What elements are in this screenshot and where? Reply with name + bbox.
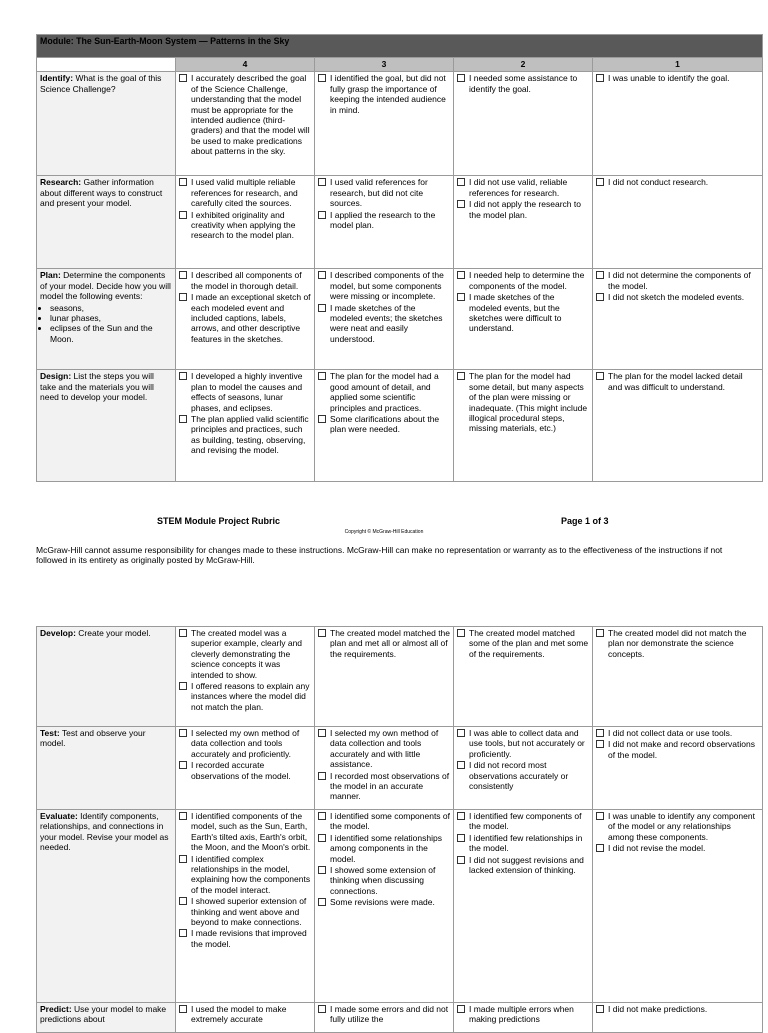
footer-title: STEM Module Project Rubric bbox=[157, 516, 281, 526]
score-cell bbox=[176, 627, 315, 727]
criterion-text: Test and observe your model. bbox=[40, 728, 146, 749]
checklist-item-text: I did not make and record observations of the model. bbox=[608, 739, 755, 760]
checklist-item-text: I needed some assistance to identify the goal. bbox=[469, 73, 578, 94]
checklist-item bbox=[596, 73, 759, 83]
checkbox[interactable] bbox=[179, 293, 187, 301]
checkbox[interactable] bbox=[596, 178, 604, 186]
rubric-row bbox=[37, 727, 763, 810]
checklist-item-text: I did not determine the components of the model. bbox=[608, 270, 751, 291]
criterion-label: Test: bbox=[40, 728, 60, 738]
checklist-item bbox=[179, 628, 311, 680]
checkbox[interactable] bbox=[318, 372, 326, 380]
checklist-item-text: The created model did not match the plan nor demonstrate the science concepts. bbox=[608, 628, 747, 659]
checklist-item-text: The plan for the model had a good amount of detail, and applied some scientific principles and practices. bbox=[330, 371, 439, 413]
checklist-item-text: I recorded accurate observations of the model. bbox=[191, 760, 291, 781]
checklist-item-text: I identified some components of the model. bbox=[330, 811, 451, 832]
score-cell bbox=[454, 72, 593, 176]
checklist-item-text: I did not apply the research to the model plan. bbox=[469, 199, 581, 220]
checkbox[interactable] bbox=[318, 812, 326, 820]
checklist-item-text: I developed a highly inventive plan to model the causes and effects of seasons, lunar phases, and eclipses. bbox=[191, 371, 303, 413]
checkbox[interactable] bbox=[179, 178, 187, 186]
checkbox[interactable] bbox=[457, 372, 465, 380]
score-cell bbox=[315, 627, 454, 727]
checklist-item-text: I used valid multiple reliable references for research, and carefully cited the sources. bbox=[191, 177, 298, 209]
checklist-item bbox=[318, 210, 450, 231]
score-cell bbox=[315, 1003, 454, 1033]
checklist-item bbox=[179, 760, 311, 781]
checkbox[interactable] bbox=[318, 629, 326, 637]
checklist-item-text: I made sketches of the modeled events, but the sketches were difficult to understand. bbox=[469, 292, 562, 334]
checklist-item bbox=[179, 928, 311, 949]
checklist-item-text: I needed help to determine the components of the model. bbox=[469, 270, 585, 291]
checklist-item-text: The plan for the model had some detail, but many aspects of the plan were missing or inadequate. (This might include illogical procedural steps, missing materials, etc.) bbox=[469, 371, 588, 434]
rubric-table-page-2 bbox=[36, 626, 763, 1033]
checklist-item-text: Some revisions were made. bbox=[330, 897, 435, 908]
checklist-item bbox=[318, 897, 450, 907]
checklist-item-text: I identified the goal, but did not fully grasp the importance of keeping the intended audience in mind. bbox=[330, 73, 446, 115]
checkbox[interactable] bbox=[318, 866, 326, 874]
score-cell bbox=[454, 810, 593, 1003]
checklist-item bbox=[179, 292, 311, 344]
checkbox[interactable] bbox=[318, 304, 326, 312]
score-cell bbox=[593, 1003, 763, 1033]
score-cell bbox=[454, 370, 593, 482]
score-header-2: 2 bbox=[454, 58, 593, 72]
score-cell bbox=[593, 727, 763, 810]
checklist-item bbox=[179, 1004, 311, 1025]
checkbox[interactable] bbox=[179, 897, 187, 905]
event-list-item: • lunar phases, bbox=[50, 313, 172, 323]
checkbox[interactable] bbox=[457, 761, 465, 769]
criterion-text: Determine the components of your model. Decide how you will model the following events: bbox=[40, 270, 171, 302]
checklist-item-text: I showed some extension of thinking when discussing connections. bbox=[330, 865, 436, 896]
checkbox[interactable] bbox=[318, 729, 326, 737]
checklist-item bbox=[457, 855, 589, 876]
checklist-item-text: Some clarifications about the plan were needed. bbox=[330, 414, 440, 435]
checklist-item-text: I recorded most observations of the model in an accurate manner. bbox=[330, 770, 450, 802]
checkbox[interactable] bbox=[179, 1005, 187, 1013]
checkbox[interactable] bbox=[179, 415, 187, 423]
checklist-item bbox=[318, 811, 450, 832]
checklist-item-text: The plan applied valid scientific principles and practices, such as building, testing, observing, and revising the model. bbox=[191, 414, 309, 456]
event-list-item: • eclipses of the Sun and the Moon. bbox=[50, 323, 172, 344]
score-header-blank bbox=[37, 58, 176, 72]
checklist-item-text: The created model matched the plan and met all or almost all of the requirements. bbox=[330, 628, 451, 659]
checkbox[interactable] bbox=[457, 629, 465, 637]
score-cell bbox=[593, 370, 763, 482]
checklist-item-text: I described all components of the model in thorough detail. bbox=[191, 270, 302, 291]
module-banner bbox=[37, 35, 763, 58]
score-cell bbox=[454, 269, 593, 370]
checklist-item bbox=[596, 371, 759, 392]
checklist-item-text: I was able to collect data and use tools, but not accurately or proficiently. bbox=[469, 728, 585, 759]
criterion-label: Evaluate: bbox=[40, 811, 78, 821]
page-number: Page 1 of 3 bbox=[561, 516, 609, 526]
score-cell bbox=[315, 727, 454, 810]
checklist-item-text: I used valid references for research, but did not cite sources. bbox=[330, 177, 428, 209]
checklist-item bbox=[596, 739, 759, 760]
checklist-item bbox=[318, 833, 450, 864]
checklist-item bbox=[457, 73, 589, 94]
score-cell bbox=[454, 727, 593, 810]
checkbox[interactable] bbox=[596, 629, 604, 637]
score-cell bbox=[593, 72, 763, 176]
checkbox[interactable] bbox=[596, 372, 604, 380]
checkbox[interactable] bbox=[179, 729, 187, 737]
criterion-label: Plan: bbox=[40, 270, 61, 281]
checkbox[interactable] bbox=[179, 372, 187, 380]
checklist-item bbox=[318, 1004, 450, 1025]
checkbox[interactable] bbox=[318, 834, 326, 842]
score-cell bbox=[454, 627, 593, 727]
checklist-item bbox=[179, 896, 311, 927]
score-cell bbox=[176, 269, 315, 370]
criterion-cell bbox=[37, 72, 176, 176]
checklist-item bbox=[179, 811, 311, 853]
criterion-label: Predict: bbox=[40, 1004, 72, 1014]
criterion-label: Design: bbox=[40, 371, 72, 382]
checklist-item-text: I made multiple errors when making predictions bbox=[469, 1004, 574, 1025]
checkbox[interactable] bbox=[318, 772, 326, 780]
checklist-item bbox=[596, 628, 759, 659]
checklist-item bbox=[457, 270, 589, 291]
score-cell bbox=[176, 176, 315, 269]
checkbox[interactable] bbox=[457, 1005, 465, 1013]
criterion-cell bbox=[37, 370, 176, 482]
criterion-cell bbox=[37, 627, 176, 727]
checklist-item bbox=[179, 371, 311, 413]
criterion-cell bbox=[37, 727, 176, 810]
checkbox[interactable] bbox=[318, 178, 326, 186]
criterion-text: List the steps you will take and the materials you will need to develop your model. bbox=[40, 371, 154, 403]
checklist-item-text: I identified few components of the model. bbox=[469, 811, 582, 832]
checklist-item bbox=[318, 270, 450, 301]
score-cell bbox=[593, 269, 763, 370]
checklist-item-text: I did not revise the model. bbox=[608, 843, 706, 854]
checkbox[interactable] bbox=[318, 1005, 326, 1013]
score-header-3: 3 bbox=[315, 58, 454, 72]
event-list bbox=[40, 303, 172, 345]
criterion-cell bbox=[37, 1003, 176, 1033]
checklist-item bbox=[179, 854, 311, 896]
score-cell bbox=[593, 810, 763, 1003]
checklist-item bbox=[457, 833, 589, 854]
checklist-item-text: I showed superior extension of thinking and went above and beyond to make connections. bbox=[191, 896, 307, 928]
checkbox[interactable] bbox=[457, 834, 465, 842]
checklist-item-text: I did not collect data or use tools. bbox=[608, 728, 733, 738]
checkbox[interactable] bbox=[596, 271, 604, 279]
checkbox[interactable] bbox=[596, 844, 604, 852]
checklist-item bbox=[596, 728, 759, 738]
checklist-item bbox=[457, 728, 589, 759]
score-header-1: 1 bbox=[593, 58, 763, 72]
score-cell bbox=[315, 72, 454, 176]
checkbox[interactable] bbox=[179, 271, 187, 279]
checklist-item bbox=[179, 73, 311, 156]
checklist-item-text: I was unable to identify any component of the model or any relationships among these components. bbox=[608, 811, 755, 842]
rubric-row bbox=[37, 269, 763, 370]
checklist-item bbox=[457, 1004, 589, 1025]
score-cell bbox=[315, 370, 454, 482]
checkbox[interactable] bbox=[457, 729, 465, 737]
criterion-text: Use your model to make predictions about bbox=[40, 1004, 167, 1025]
rubric-row bbox=[37, 1003, 763, 1033]
checkbox[interactable] bbox=[596, 812, 604, 820]
checklist-item bbox=[179, 414, 311, 456]
score-header-4: 4 bbox=[176, 58, 315, 72]
score-cell bbox=[176, 727, 315, 810]
checklist-item-text: I made sketches of the modeled events; the sketches were neat and easily understood. bbox=[330, 302, 443, 344]
criterion-label: Identify: bbox=[40, 73, 74, 84]
checklist-item bbox=[596, 270, 759, 291]
score-header-row bbox=[37, 58, 763, 72]
checklist-item bbox=[596, 292, 759, 302]
checkbox[interactable] bbox=[457, 200, 465, 208]
checklist-item-text: I was unable to identify the goal. bbox=[608, 73, 730, 84]
checklist-item bbox=[318, 371, 450, 413]
score-cell bbox=[593, 627, 763, 727]
checklist-item bbox=[457, 628, 589, 659]
checklist-item bbox=[179, 681, 311, 712]
checklist-item-text: I made revisions that improved the model. bbox=[191, 928, 307, 949]
checklist-item bbox=[457, 371, 589, 433]
checklist-item bbox=[318, 177, 450, 208]
checklist-item bbox=[457, 760, 589, 791]
score-cell bbox=[593, 176, 763, 269]
criterion-cell bbox=[37, 810, 176, 1003]
criterion-label: Research: bbox=[40, 177, 82, 188]
criterion-text: Gather information about different ways to construct and present your model. bbox=[40, 177, 163, 209]
checkbox[interactable] bbox=[596, 740, 604, 748]
checklist-item-text: I selected my own method of data collection and tools accurately and with little assistance. bbox=[330, 728, 439, 770]
rubric-row bbox=[37, 810, 763, 1003]
checkbox[interactable] bbox=[457, 74, 465, 82]
checkbox[interactable] bbox=[179, 74, 187, 82]
checkbox[interactable] bbox=[596, 729, 604, 737]
score-cell bbox=[454, 176, 593, 269]
checkbox[interactable] bbox=[318, 415, 326, 423]
checklist-item-text: I applied the research to the model plan. bbox=[330, 209, 436, 231]
checklist-item-text: The plan for the model lacked detail and was difficult to understand. bbox=[608, 371, 743, 392]
criterion-cell bbox=[37, 269, 176, 370]
checklist-item bbox=[596, 811, 759, 842]
rubric-row bbox=[37, 72, 763, 176]
module-title: Module: The Sun-Earth-Moon System — Patterns in the Sky bbox=[37, 35, 763, 58]
checklist-item bbox=[318, 865, 450, 896]
checklist-item-text: I offered reasons to explain any instances where the model did not match the plan. bbox=[191, 681, 310, 712]
checklist-item-text: I did not suggest revisions and lacked extension of thinking. bbox=[469, 854, 584, 876]
checklist-item bbox=[179, 270, 311, 291]
checklist-item-text: I made an exceptional sketch of each modeled event and included captions, labels, arrows, and other descriptive features in the sketches. bbox=[191, 292, 311, 344]
checkbox[interactable] bbox=[318, 211, 326, 219]
checkbox[interactable] bbox=[457, 293, 465, 301]
checklist-item-text: I did not use valid, reliable references for research. bbox=[469, 177, 568, 198]
checklist-item bbox=[318, 73, 450, 115]
checkbox[interactable] bbox=[179, 929, 187, 937]
score-cell bbox=[176, 370, 315, 482]
checklist-item bbox=[318, 628, 450, 659]
checklist-item bbox=[596, 177, 759, 187]
checklist-item-text: I did not make predictions. bbox=[608, 1004, 708, 1014]
checklist-item bbox=[318, 728, 450, 770]
checklist-item-text: I made some errors and did not fully utilize the bbox=[330, 1004, 449, 1025]
criterion-cell bbox=[37, 176, 176, 269]
checkbox[interactable] bbox=[457, 812, 465, 820]
checklist-item bbox=[596, 1004, 759, 1014]
checkbox[interactable] bbox=[179, 211, 187, 219]
checklist-item-text: The created model was a superior example, clearly and cleverly demonstrating the science concepts it was intended to show. bbox=[191, 628, 303, 680]
checklist-item bbox=[457, 811, 589, 832]
score-cell bbox=[454, 1003, 593, 1033]
checkbox[interactable] bbox=[596, 1005, 604, 1013]
checklist-item bbox=[318, 303, 450, 345]
checklist-item-text: I did not record most observations accurately or consistently bbox=[469, 760, 569, 792]
rubric-row bbox=[37, 370, 763, 482]
checklist-item-text: I did not sketch the modeled events. bbox=[608, 292, 745, 303]
checklist-item-text: I accurately described the goal of the Science Challenge, understanding that the model must be appropriate for the intended audience (third-graders) and that the model will be used to make predications about patterns in the sky. bbox=[191, 73, 310, 157]
checklist-item-text: I identified components of the model, such as the Sun, Earth, Earth's tilted axis, Earth's orbit, the Moon, and the Moon's orbit. bbox=[191, 811, 311, 853]
checklist-item bbox=[179, 728, 311, 759]
checkbox[interactable] bbox=[179, 761, 187, 769]
checkbox[interactable] bbox=[457, 856, 465, 864]
checkbox[interactable] bbox=[179, 855, 187, 863]
criterion-label: Develop: bbox=[40, 628, 76, 638]
checklist-item-text: I used the model to make extremely accurate bbox=[191, 1004, 287, 1025]
checklist-item bbox=[179, 177, 311, 208]
checklist-item-text: I exhibited originality and creativity when applying the research to the model plan. bbox=[191, 209, 296, 241]
criterion-text: What is the goal of this Science Challenge? bbox=[40, 73, 162, 94]
criterion-text: Create your model. bbox=[78, 628, 151, 638]
checkbox[interactable] bbox=[457, 271, 465, 279]
checkbox[interactable] bbox=[179, 629, 187, 637]
checklist-item-text: I selected my own method of data collection and tools accurately and proficiently. bbox=[191, 728, 300, 759]
score-cell bbox=[176, 810, 315, 1003]
checklist-item bbox=[596, 843, 759, 853]
checkbox[interactable] bbox=[596, 293, 604, 301]
checklist-item bbox=[457, 199, 589, 220]
checklist-item bbox=[318, 771, 450, 802]
checklist-item bbox=[318, 414, 450, 435]
checklist-item-text: I identified few relationships in the model. bbox=[469, 832, 583, 854]
checklist-item-text: I described components of the model, but some components were missing or incomplete. bbox=[330, 270, 444, 302]
score-cell bbox=[315, 176, 454, 269]
checklist-item bbox=[457, 177, 589, 198]
score-cell bbox=[176, 72, 315, 176]
checklist-item bbox=[179, 210, 311, 241]
checklist-item-text: I did not conduct research. bbox=[608, 177, 709, 188]
rubric-row bbox=[37, 176, 763, 269]
score-cell bbox=[315, 810, 454, 1003]
rubric-table-page-1 bbox=[36, 34, 763, 482]
rubric-row bbox=[37, 627, 763, 727]
disclaimer-text: McGraw-Hill cannot assume responsibility for changes made to these instructions. McGraw-Hill can make no representation or warranty as to the effectiveness of the instructions if not followed in its entirety as originally posted by McGraw-Hill. bbox=[36, 545, 723, 565]
event-list-item: • seasons, bbox=[50, 303, 172, 313]
checklist-item-text: I identified some relationships among components in the model. bbox=[330, 832, 442, 864]
checklist-item-text: The created model matched some of the plan and met some of the requirements. bbox=[469, 628, 589, 659]
checklist-item-text: I identified complex relationships in the model, explaining how the components of the model interact. bbox=[191, 853, 311, 895]
criterion-text: Identify components, relationships, and connections in your model. Revise your model as needed. bbox=[40, 811, 169, 853]
checkbox[interactable] bbox=[596, 74, 604, 82]
checkbox[interactable] bbox=[457, 178, 465, 186]
checkbox[interactable] bbox=[318, 898, 326, 906]
checkbox[interactable] bbox=[318, 74, 326, 82]
score-cell bbox=[176, 1003, 315, 1033]
checkbox[interactable] bbox=[179, 682, 187, 690]
checklist-item bbox=[457, 292, 589, 334]
score-cell bbox=[315, 269, 454, 370]
checkbox[interactable] bbox=[318, 271, 326, 279]
checkbox[interactable] bbox=[179, 812, 187, 820]
copyright-notice: Copyright © McGraw-Hill Education bbox=[344, 529, 424, 535]
